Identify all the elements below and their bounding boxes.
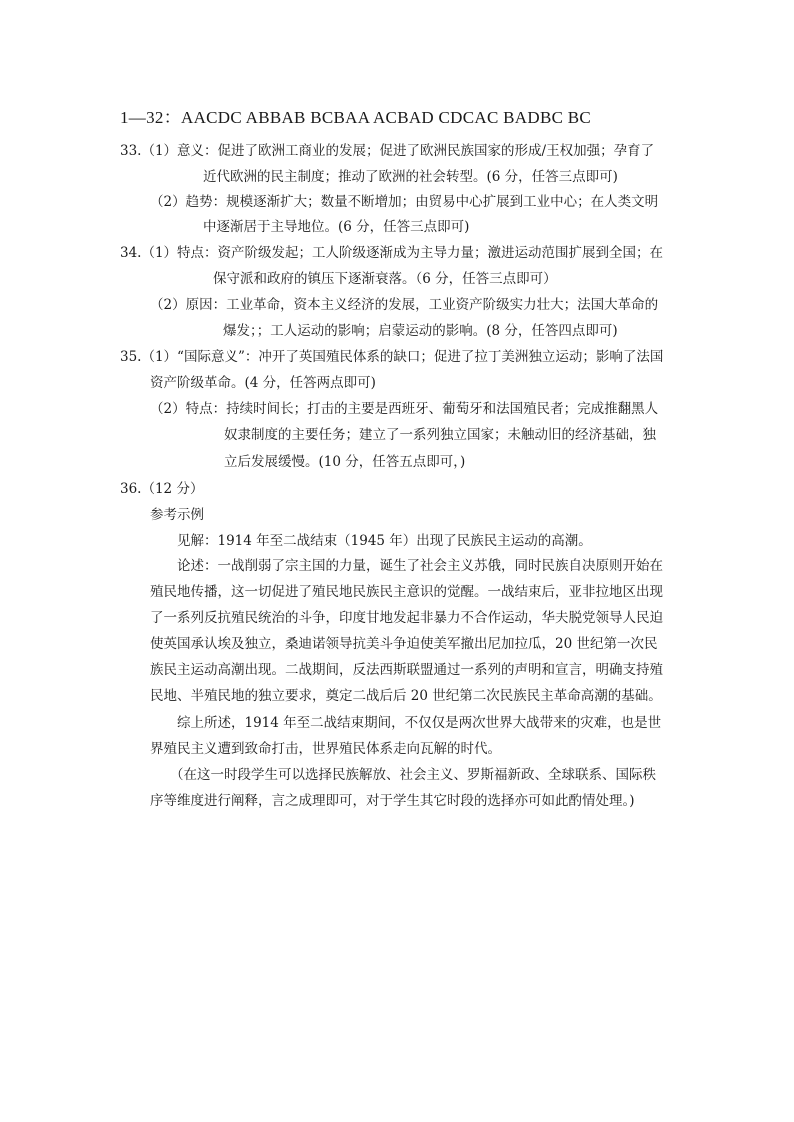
q36-note-line2: 序等维度进行阐释，言之成理即可，对于学生其它时段的选择亦可如此酌情处理。) (150, 793, 635, 809)
q36-summary-line1: 综上所述，1914 年至二战结束期间，不仅仅是两次世界大战带来的灾难，也是世 (177, 715, 662, 731)
q36-argument-line2: 殖民地传播，这一切促进了殖民地民族民主意识的觉醒。一战结束后，亚非拉地区出现 (150, 584, 663, 600)
q36-argument-line5: 族民主运动高潮出现。二战期间，反法西斯联盟通过一系列的声明和宣言，明确支持殖 (150, 662, 663, 678)
q36-sample-label: 参考示例 (150, 507, 204, 523)
q36-argument-line6: 民地、半殖民地的独立要求，奠定二战后后 20 世纪第二次民族民主革命高潮的基础。 (150, 688, 662, 704)
q36-summary-line2: 界殖民主义遭到致命打击，世界殖民体系走向瓦解的时代。 (150, 741, 501, 757)
q36-argument-line4: 使英国承认埃及独立，桑迪诺领导抗美斗争迫使美军撤出尼加拉瓜，20 世纪第一次民 (150, 636, 658, 652)
q36-view: 见解：1914 年至二战结束（1945 年）出现了民族民主运动的高潮。 (177, 533, 592, 549)
q35-part1-line1: 35.（1）“国际意义”：冲开了英国殖民体系的缺口；促进了拉丁美洲独立运动；影响了法国 (120, 349, 664, 365)
q33-part2-line2: 中逐渐居于主导地位。(6 分，任答三点即可) (203, 219, 470, 235)
q33-part2-line1: （2）趋势：规模逐渐扩大；数量不断增加；由贸易中心扩展到工业中心；在人类文明 (150, 194, 659, 210)
q34-part2-line2: 爆发；；工人运动的影响；启蒙运动的影响。(8 分，任答四点即可) (223, 323, 618, 339)
q34-part2-line1: （2）原因：工业革命，资本主义经济的发展，工业资产阶级实力壮大；法国大革命的 (150, 297, 659, 313)
q36-note-line1: （在这一时段学生可以选择民族解放、社会主义、罗斯福新政、全球联系、国际秩 (170, 767, 656, 783)
q33-part1-line2: 近代欧洲的民主制度；推动了欧洲的社会转型。(6 分，任答三点即可) (203, 169, 618, 185)
q35-part2-line1: （2）特点：持续时间长；打击的主要是西班牙、葡萄牙和法国殖民者；完成推翻黑人 (150, 401, 659, 417)
q35-part2-line3: 立后发展缓慢。(10 分，任答五点即可，) (224, 454, 466, 470)
q34-part1-line2: 保守派和政府的镇压下逐渐衰落。（6 分，任答三点即可） (213, 271, 557, 287)
q36-argument-line1: 论述：一战削弱了宗主国的力量，诞生了社会主义苏俄，同时民族自决原则开始在 (177, 558, 663, 574)
multiple-choice-answer-key: 1—32：AACDC ABBAB BCBAA ACBAD CDCAC BADBC BC (120, 108, 592, 127)
q34-part1-line1: 34.（1）特点：资产阶级发起；工人阶级逐渐成为主导力量；激进运动范围扩展到全国；在 (120, 245, 664, 261)
q35-part1-line2: 资产阶级革命。(4 分，任答两点即可) (150, 375, 376, 391)
q33-part1-line1: 33.（1）意义：促进了欧洲工商业的发展；促进了欧洲民族国家的形成/王权加强；孕育了 (120, 143, 655, 159)
q35-part2-line2: 奴隶制度的主要任务；建立了一系列独立国家；未触动旧的经济基础，独 (224, 427, 656, 443)
q36-argument-line3: 了一系列反抗殖民统治的斗争，印度甘地发起非暴力不合作运动，华夫脱党领导人民迫 (150, 610, 663, 626)
q36-header: 36.（12 分） (120, 481, 204, 497)
